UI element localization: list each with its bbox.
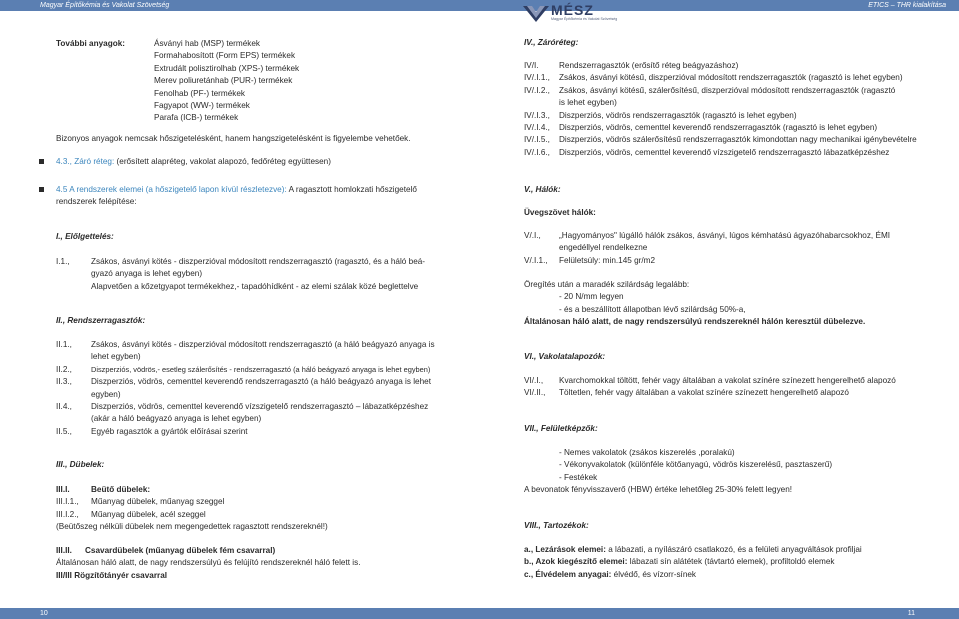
- item-number: IV/I.: [524, 61, 539, 70]
- mesh-strength-item: - 20 N/mm legyen: [559, 292, 624, 302]
- mesh-strength-text: Öregítés után a maradék szilárdság legalább:: [524, 280, 690, 289]
- logo-text: MÉSZ: [551, 2, 594, 18]
- section-vi-list: [524, 375, 896, 400]
- item-number: II.2.,: [56, 364, 72, 374]
- item-text: Diszperziós, vödrös, cementtel keverendő rendszerragasztók (ragasztó is lehet egyben): [559, 123, 878, 133]
- item-number: I.1.,: [56, 257, 70, 266]
- anchor-plate-text: III/III Rögzítőtányér csavarral: [56, 570, 168, 580]
- item-number: III.I.: [56, 485, 70, 494]
- item-number: IV/.I.1.,: [524, 73, 550, 83]
- other-item: Parafa (ICB-) termékek: [154, 113, 239, 123]
- item-text: Diszperziós, vödrös, cementtel keverendő rendszerragasztó (a háló beágyazó anyaga is lehet: [91, 377, 431, 387]
- item-text: Diszperziós, vödrös szálerősítésű rendszerragasztók kimondottan nagy mechanikai igénybevételre: [559, 135, 917, 145]
- section-v-list: [524, 230, 890, 267]
- other-item: Merev poliuretánhab (PUR-) termékek: [154, 76, 293, 86]
- logo-mark-icon: [523, 4, 549, 22]
- item-number: III.I.1.,: [56, 497, 79, 507]
- mesh-strength: [524, 279, 865, 329]
- page-number-left: 10: [40, 610, 48, 617]
- item-label: a., Lezárások elemei:: [524, 545, 606, 554]
- other-materials: [56, 38, 299, 125]
- item-number: II.4.,: [56, 402, 72, 412]
- list-item: [524, 544, 862, 556]
- section-v-subtitle: Üvegszövet hálók:: [524, 208, 596, 217]
- list-item: [524, 569, 862, 581]
- list-item: [524, 556, 862, 568]
- mesh-placement-text: Általánosan háló alatt, de nagy rendszersúlyú rendszereknél hálón keresztül dübelezve.: [524, 317, 866, 327]
- section-iii-list: [56, 484, 328, 534]
- item-text: Alapvetően a kőzetgyapot termékekhez,- tapadóhídként - az elemi szálak közé beglettelve: [91, 281, 419, 291]
- section-4-5-text-2: rendszerek felépítése:: [56, 197, 137, 207]
- item-label: b., Azok kiegészítő elemei:: [524, 557, 628, 567]
- other-item: Formahabosított (Form EPS) termékek: [154, 51, 296, 61]
- screw-dowel-note: Általánosan háló alatt, de nagy rendszersúlyú és felújító rendszereknél háló felett is.: [56, 558, 361, 568]
- item-text: élvédő, és vízorr-sínek: [611, 569, 697, 579]
- item-text: Töltetlen, fehér vagy általában a vakolat színére színezett hengerelhető alapozó: [559, 388, 849, 398]
- item-label: c., Élvédelem anyagai:: [524, 569, 612, 579]
- item-text: Rendszerragasztók (erősítő réteg beágyazáshoz): [559, 61, 739, 70]
- item-text: Diszperziós, vödrös rendszerragasztók (ragasztó is lehet egyben): [559, 110, 797, 120]
- section-i-1: [56, 256, 425, 293]
- item-text: (akár a háló beágyazó anyaga is lehet egyben): [91, 414, 262, 424]
- section-4-3-title: Záró réteg:: [74, 157, 115, 166]
- item-text: „Hagyományos" lúgálló hálók zsákos, ásványi, lúgos kémhatású ágyazóhabarcsokhoz, ÉMI: [559, 231, 891, 240]
- header-left-text: Magyar Építőkémia és Vakolat Szövetség: [40, 2, 170, 9]
- item-text: Műanyag dübelek, acél szeggel: [91, 509, 206, 519]
- list-item: - Vékonyvakolatok (különféle kötőanyagú, vödrös kiszerelésű, pasztaszerű): [559, 460, 833, 470]
- other-item: Fenolhab (PF-) termékek: [154, 88, 246, 98]
- page-number-right: 11: [907, 610, 915, 617]
- dowel-note: (Beütőszeg nélküli dübelek nem megengedettek ragasztott rendszereknél!): [56, 522, 328, 532]
- footer-bar: [0, 608, 959, 619]
- item-number: V/.I.1.,: [524, 255, 548, 265]
- section-viii-title: VIII., Tartozékok:: [524, 521, 589, 530]
- item-text: engedéllyel rendelkezne: [559, 243, 648, 253]
- logo-subtitle: Magyar Építőkémia és Vakolat Szövetség: [551, 17, 618, 21]
- item-number: IV/.I.3.,: [524, 110, 550, 120]
- bullet-square-icon: [39, 187, 44, 192]
- item-number: II.1.,: [56, 340, 72, 349]
- header-right-text: ETICS – THR kialakítása: [868, 2, 946, 9]
- item-text: gyazó anyaga is lehet egyben): [91, 269, 203, 279]
- section-4-3-text: (erősített alapréteg, vakolat alapozó, fedőréteg együttesen): [116, 157, 331, 166]
- item-number: VI/.II.,: [524, 388, 546, 398]
- list-item: - Nemes vakolatok (zsákos kiszerelés ,poralakú): [559, 448, 735, 457]
- list-item: - Festékek: [559, 472, 598, 482]
- note-text: Bizonyos anyagok nemcsak hőszigetelésként, hanem hangszigetelésként is figyelembe vehetőek.: [56, 134, 411, 143]
- coating-note: A bevonatok fényvisszaverő (HBW) értéke lehetőleg 25-30% felett legyen!: [524, 485, 793, 494]
- section-4-5-text: A ragasztott homlokzati hőszigetelő: [288, 185, 417, 194]
- item-text: Egyéb ragasztók a gyártók előírásai szerint: [91, 426, 248, 436]
- item-number: III.I.2.,: [56, 509, 79, 519]
- section-v-title: V., Hálók:: [524, 185, 561, 194]
- mesz-logo: [523, 2, 618, 25]
- item-text: lehet egyben): [91, 352, 141, 362]
- item-number: III.II.: [56, 546, 72, 555]
- mesh-strength-item: - és a beszállított állapotban lévő szilárdság 50%-a,: [559, 304, 746, 314]
- item-text: Zsákos, ásványi kötésű, szálerősítésű, diszperzióval módosított rendszerragasztók (ragasztó: [559, 85, 896, 95]
- item-text: Zsákos, ásványi kötés - diszperzióval módosított rendszerragasztó (a háló beágyazó anyaga is: [91, 340, 435, 349]
- section-vi-title: VI., Vakolatalapozók:: [524, 352, 606, 361]
- item-text: is lehet egyben): [559, 98, 617, 108]
- item-text: Diszperziós, vödrös, cementtel keverendő vízszigetelő rendszerragasztó – lábazatképzéshez: [91, 402, 429, 412]
- item-number: IV/.I.2.,: [524, 85, 550, 95]
- section-iv-title: IV., Záróréteg:: [524, 38, 579, 47]
- item-text: Zsákos, ásványi kötésű, diszperzióval módosított rendszerragasztók (ragasztó is lehet egyben): [559, 73, 903, 83]
- item-number: VI/.I.,: [524, 376, 544, 385]
- other-item: Extrudált polisztirolhab (XPS-) termékek: [154, 63, 300, 73]
- item-number: IV/.I.4.,: [524, 123, 550, 133]
- item-text: Diszperziós, vödrös, cementtel keverendő vízszigetelő rendszerragasztó lábazatképzéshez: [559, 147, 890, 157]
- section-vii-list: [559, 447, 832, 484]
- section-ii-title: II., Rendszerragasztók:: [56, 316, 146, 325]
- item-text: Műanyag dübelek, műanyag szeggel: [91, 497, 225, 507]
- section-i-title: I., Előlgettelés:: [56, 232, 114, 241]
- item-text: egyben): [91, 389, 121, 399]
- item-text: Zsákos, ásványi kötés - diszperzióval módosított rendszerragasztó (ragasztó, és a háló beá-: [91, 257, 426, 266]
- section-iv-list: [524, 60, 917, 159]
- item-number: IV/.I.6.,: [524, 147, 550, 157]
- item-text: Beütő dübelek:: [91, 485, 151, 494]
- item-text: Csavardübelek (műanyag dübelek fém csavarral): [85, 546, 276, 555]
- item-text: Kvarchomokkal töltött, fehér vagy általában a vakolat színére színezett hengerelhető alapozó: [559, 376, 896, 385]
- item-text: Diszperziós, vödrös,- esetleg szálerősítés - rendszerragasztó (a háló beágyazó anyaga is lehet egyben): [91, 364, 431, 374]
- section-4-5-title: 4.5 A rendszerek elemei (a hőszigetelő lapon kívül részletezve):: [56, 185, 287, 194]
- header-bar: [0, 0, 959, 11]
- section-ii-list: [56, 339, 435, 438]
- section-4-3: [56, 156, 331, 168]
- section-4-5: [56, 184, 417, 209]
- section-iii-ii: [56, 545, 361, 582]
- item-number: II.5.,: [56, 426, 72, 436]
- item-text: Felületsúly: min.145 gr/m2: [559, 255, 656, 265]
- item-number: II.3.,: [56, 377, 72, 387]
- other-item: Ásványi hab (MSP) termékek: [154, 39, 261, 48]
- item-text: lábazati sín alátétek (távtartó elemek), profiltoldó elemek: [627, 557, 835, 567]
- section-iii-title: III., Dübelek:: [56, 460, 105, 469]
- item-number: IV/.I.5.,: [524, 135, 550, 145]
- item-text: a lábazati, a nyílászáró csatlakozó, és a felületi anyagváltások profiljai: [605, 545, 862, 554]
- section-viii-list: [524, 544, 862, 581]
- item-number: V/.I.,: [524, 231, 541, 240]
- section-vii-title: VII., Felületképzők:: [524, 424, 598, 433]
- other-materials-label: További anyagok:: [56, 39, 125, 48]
- section-4-3-number: 4.3.,: [56, 157, 72, 166]
- other-item: Fagyapot (WW-) termékek: [154, 101, 250, 111]
- bullet-square-icon: [39, 159, 44, 164]
